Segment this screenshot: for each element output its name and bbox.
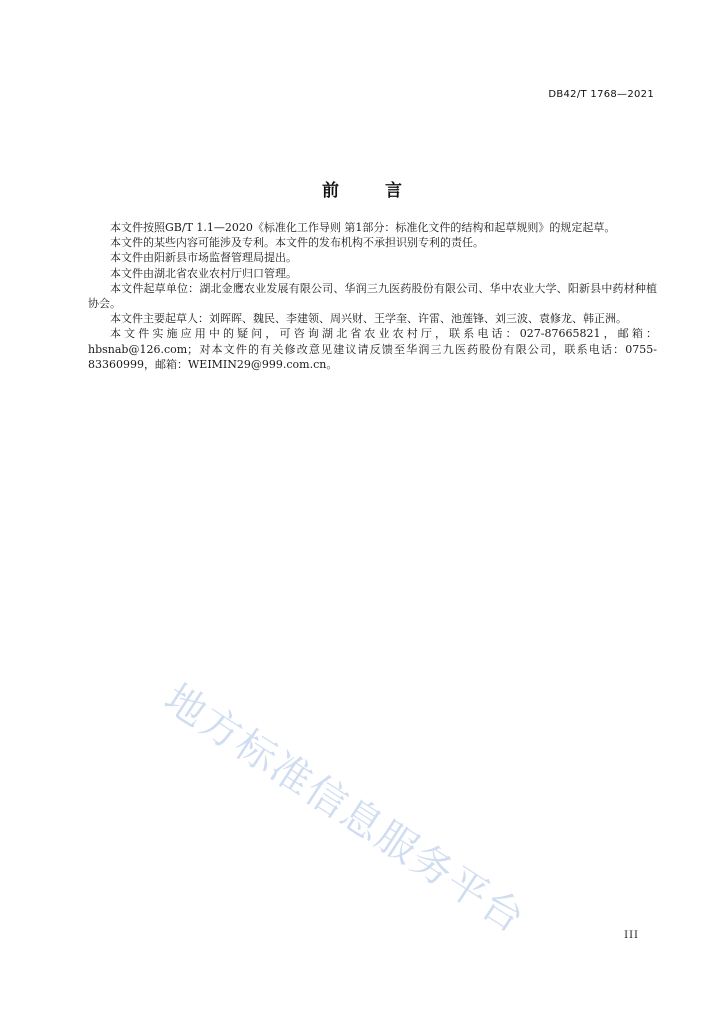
paragraph-contact: 本文件实施应用中的疑问，可咨询湖北省农业农村厅，联系电话：027-87665821，邮箱：hbsnab@126.com；对本文件的有关修改意见建议请反馈至华润三九医药股份有限公司，联系电话：0755-83360999，邮箱：WEIMIN29@999.com.cn。: [88, 327, 657, 371]
foreword-body: [88, 220, 657, 372]
paragraph-drafters: 本文件主要起草人：刘晖晖、魏民、李建领、周兴财、王学奎、许雷、池莲锋、刘三波、袁修龙、韩正洲。: [110, 312, 627, 326]
paragraph-administrator: 本文件由湖北省农业农村厅归口管理。: [110, 266, 297, 280]
paragraph-patent-notice: 本文件的某些内容可能涉及专利。本文件的发布机构不承担识别专利的责任。: [110, 236, 484, 250]
paragraph-drafting-units: 本文件起草单位：湖北金鹰农业发展有限公司、华润三九医药股份有限公司、华中农业大学、阳新县中药材种植协会。: [88, 281, 657, 311]
page-number: III: [624, 930, 639, 941]
paragraph-proposer: 本文件由阳新县市场监督管理局提出。: [110, 251, 297, 265]
page-title: 前 言: [322, 181, 422, 201]
paragraph-drafting-rules: 本文件按照GB/T 1.1—2020《标准化工作导则 第1部分：标准化文件的结构和起草规则》的规定起草。: [110, 221, 616, 234]
watermark: 地方标准信息服务平台: [156, 675, 534, 943]
standard-number: DB42/T 1768—2021: [548, 89, 654, 100]
